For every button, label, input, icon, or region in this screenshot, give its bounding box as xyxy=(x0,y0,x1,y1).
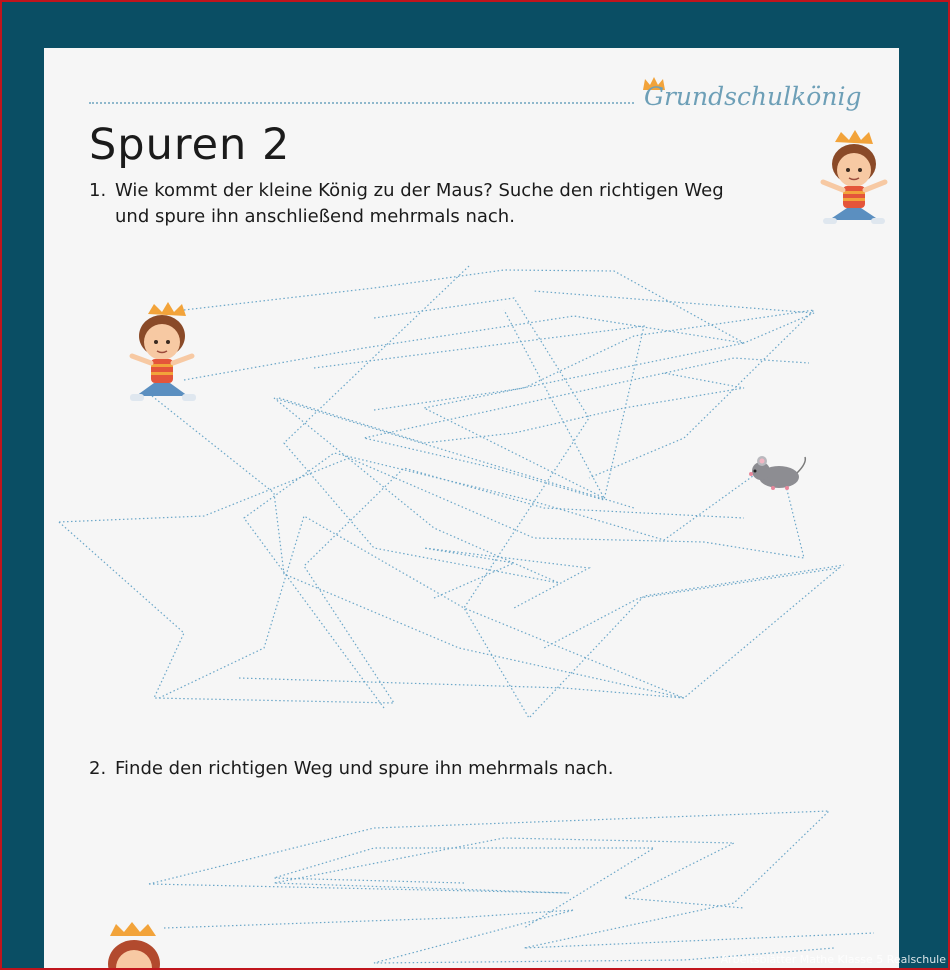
maze-1-path[interactable] xyxy=(244,453,764,708)
maze-1-path[interactable] xyxy=(159,516,844,718)
page-title: Spuren 2 xyxy=(89,120,291,170)
task-2-text: Finde den richtigen Weg und spure ihn mehrmals nach. xyxy=(115,758,614,779)
maze-2-path[interactable] xyxy=(274,848,654,928)
maze-1-path[interactable] xyxy=(184,270,814,343)
king-girl-icon xyxy=(108,922,160,970)
maze-2-trails xyxy=(149,811,874,963)
task-1-number: 1. xyxy=(89,180,107,201)
task-1-text-line1: Wie kommt der kleine König zu der Maus? Suche den richtigen Weg xyxy=(115,180,724,201)
maze-1-path[interactable] xyxy=(184,310,744,498)
maze-1-path[interactable] xyxy=(374,310,814,478)
task-2-number: 2. xyxy=(89,758,107,779)
maze-1-path[interactable] xyxy=(239,298,684,698)
trail-layer xyxy=(44,48,899,970)
maze-1-path[interactable] xyxy=(274,266,634,583)
maze-2-path[interactable] xyxy=(149,811,874,948)
maze-2-path[interactable] xyxy=(149,838,744,908)
maze-1-path[interactable] xyxy=(59,458,804,558)
maze-1-path[interactable] xyxy=(59,468,744,703)
mouse-icon xyxy=(749,456,805,490)
king-boy-start-icon xyxy=(130,302,196,401)
worksheet xyxy=(44,48,899,970)
brand-logo: Grundschulkönig xyxy=(644,82,862,111)
task-1-text-line2: und spure ihn anschließend mehrmals nach. xyxy=(115,206,515,227)
watermark: Arbeitsblätter Mathe Klasse 5 Realschule xyxy=(720,953,946,966)
maze-1-path[interactable] xyxy=(314,326,809,500)
king-boy-icon xyxy=(823,130,885,224)
maze-1-path[interactable] xyxy=(279,373,744,443)
